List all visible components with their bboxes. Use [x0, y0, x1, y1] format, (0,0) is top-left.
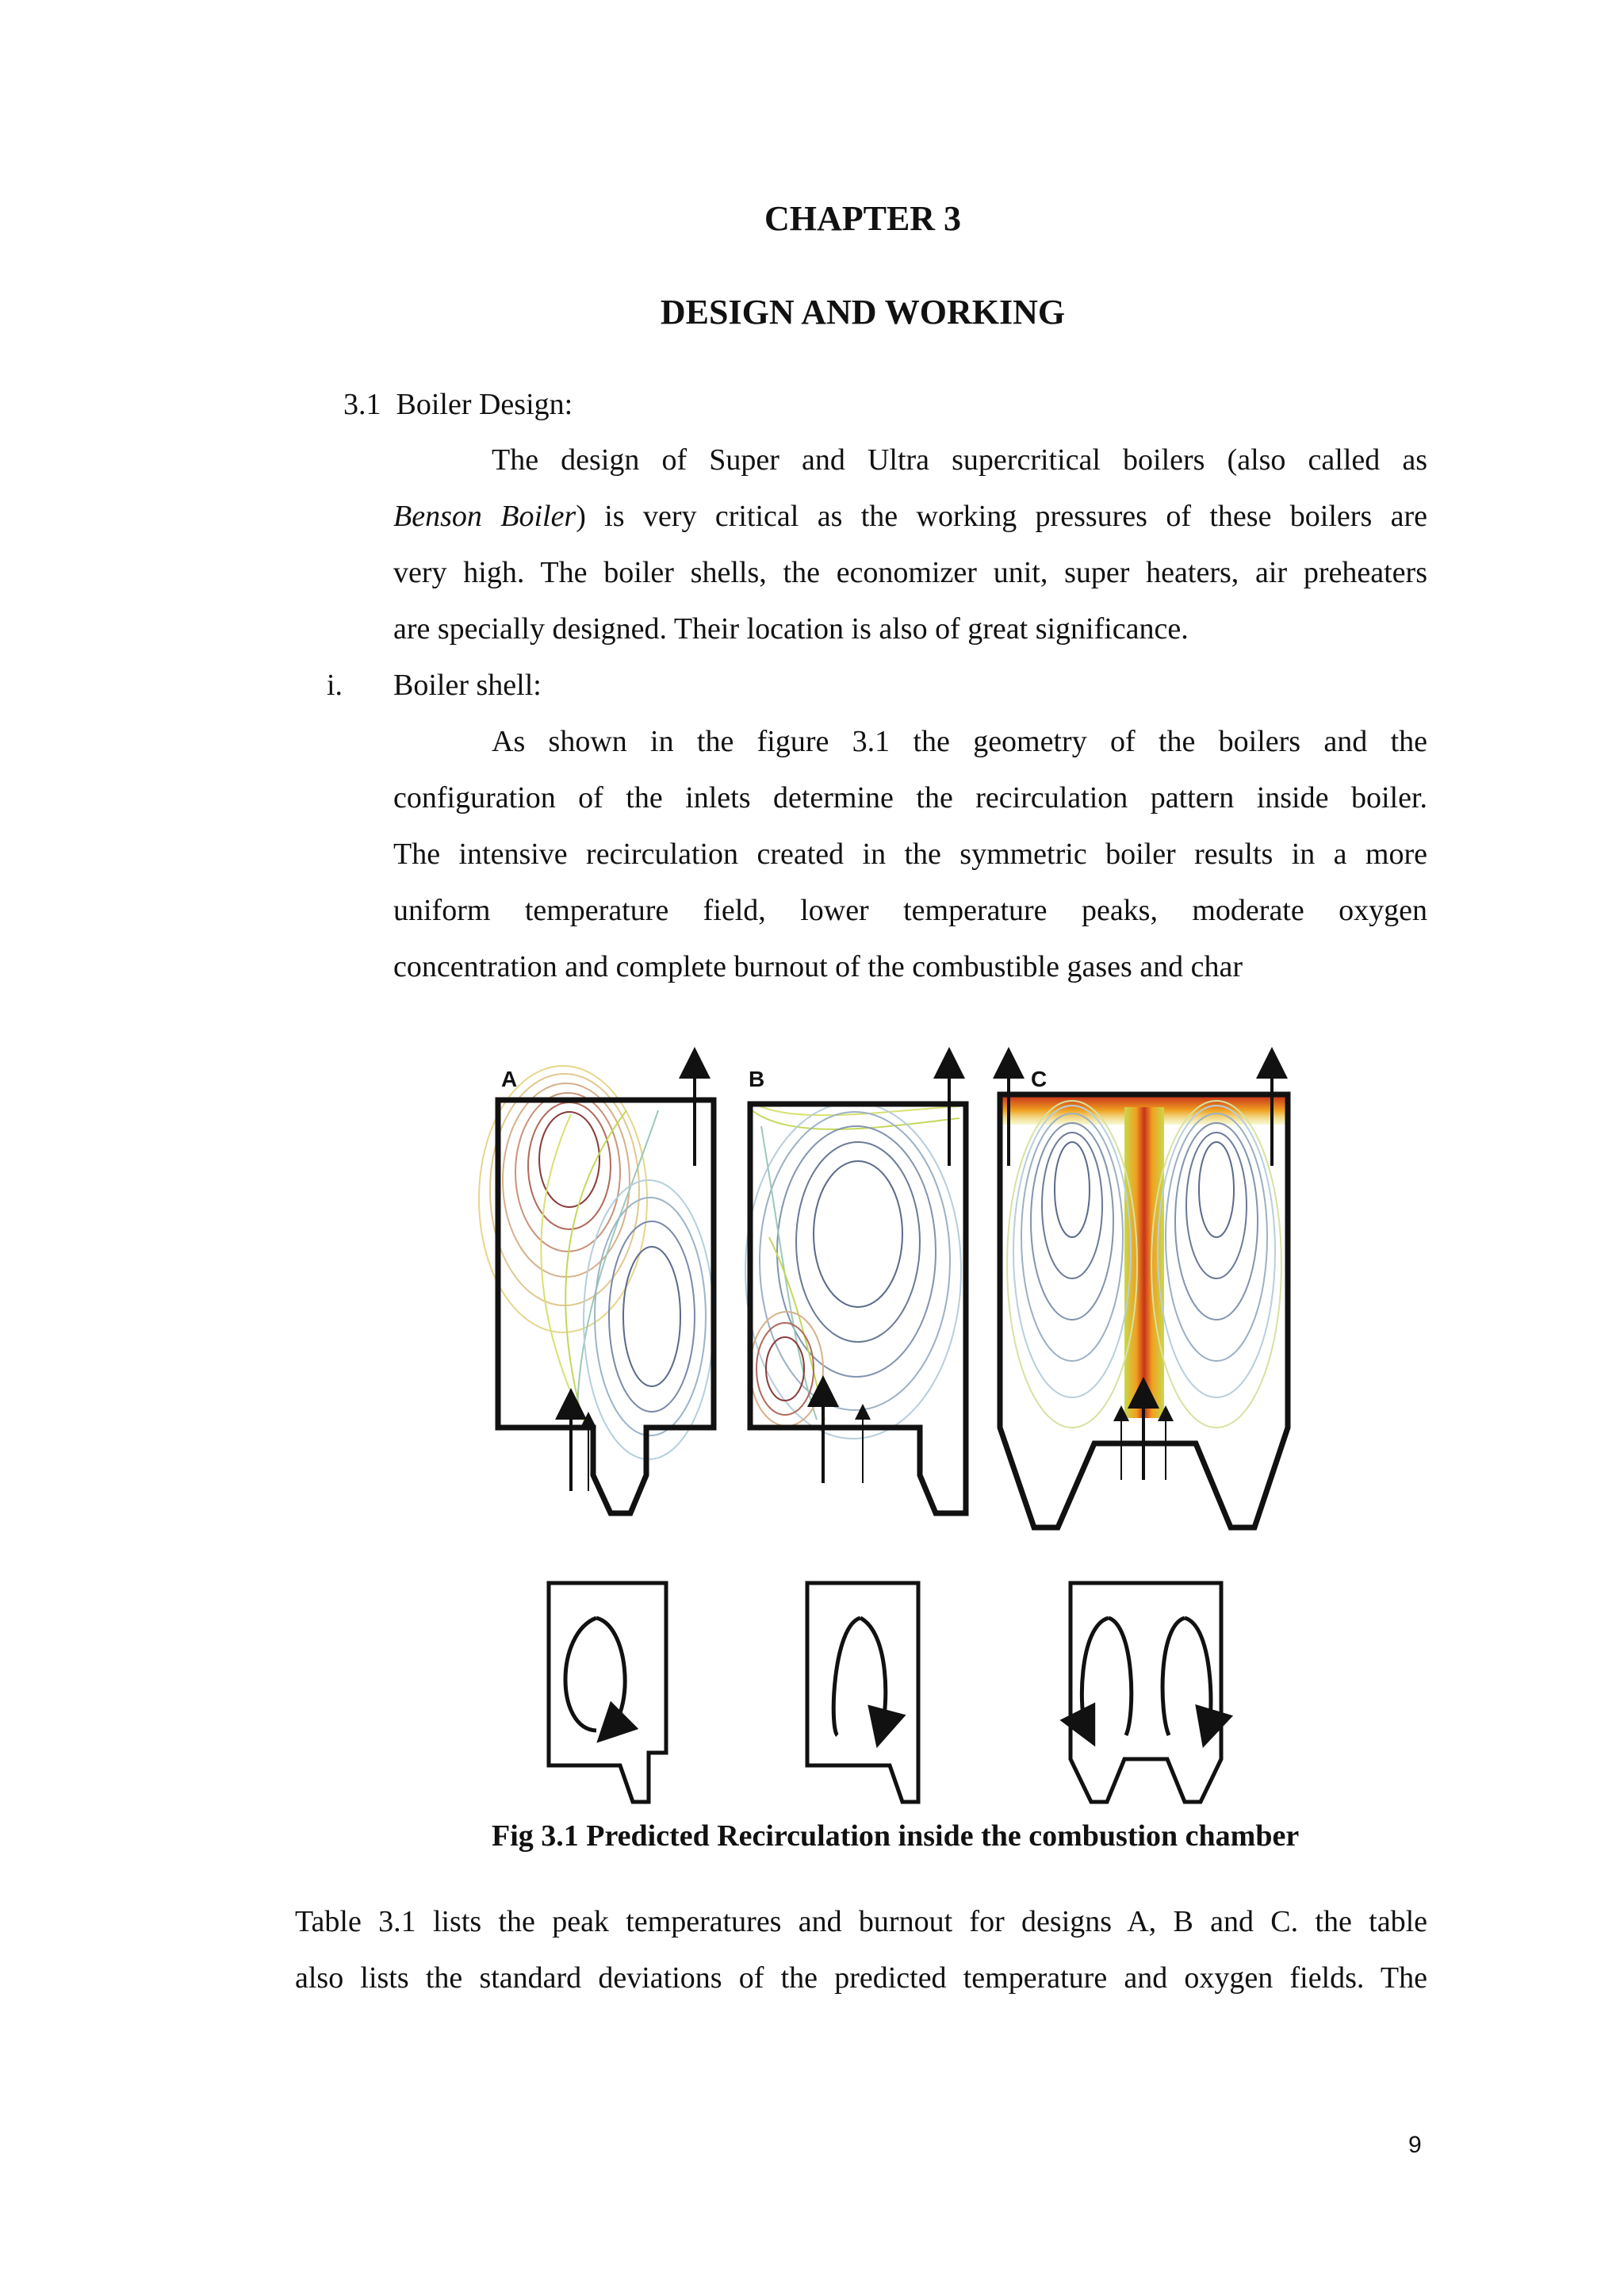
paragraph-line: Table 3.1 lists the peak temperatures and burnout for designs A, B and C. the table: [295, 1905, 1427, 1938]
paragraph-boiler-shell: [393, 714, 1427, 995]
subsection-number: i.: [327, 669, 343, 702]
section-title: Boiler Design:: [396, 388, 573, 421]
paragraph-line: very high. The boiler shells, the economizer unit, super heaters, air preheaters: [393, 556, 1427, 589]
figure-recirculation: [476, 1047, 1308, 1808]
boiler-a-contour: [479, 1063, 714, 1513]
paragraph-line: The intensive recirculation created in the symmetric boiler results in a more: [393, 838, 1427, 871]
chapter-title: DESIGN AND WORKING: [660, 293, 1066, 332]
subsection-title: Boiler shell:: [393, 669, 542, 702]
paragraph-line: concentration and complete burnout of the combustible gases and char: [393, 950, 1243, 983]
boiler-c-contour: [1000, 1063, 1288, 1527]
paragraph-line: also lists the standard deviations of the predicted temperature and oxygen fields. The: [295, 1961, 1427, 1995]
figure-label-c: C: [1031, 1067, 1048, 1091]
schematic-c: [1071, 1583, 1221, 1802]
paragraph-line: The design of Super and Ultra supercritical boilers (also called as: [492, 443, 1427, 477]
paragraph-line: configuration of the inlets determine the recirculation pattern inside boiler.: [393, 781, 1427, 815]
italic-term: Benson Boiler: [393, 500, 576, 533]
paragraph-line: As shown in the figure 3.1 the geometry of the boilers and the: [492, 725, 1427, 758]
paragraph-line: Benson Boiler) is very critical as the working pressures of these boilers are: [393, 500, 1427, 533]
boiler-b-contour: [745, 1063, 966, 1513]
paragraph-boiler-design: [393, 432, 1427, 657]
chapter-number: CHAPTER 3: [764, 199, 962, 238]
section-number: 3.1: [343, 388, 381, 421]
paragraph-line: uniform temperature field, lower temperature peaks, moderate oxygen: [393, 894, 1427, 927]
schematic-b: [807, 1583, 918, 1802]
figure-label-a: A: [501, 1067, 518, 1091]
figure-label-b: B: [749, 1067, 765, 1091]
section-heading: [343, 377, 573, 433]
figure-caption: Fig 3.1 Predicted Recirculation inside the combustion chamber: [492, 1819, 1300, 1853]
schematic-a: [549, 1583, 666, 1802]
paragraph-line: are specially designed. Their location is also of great significance.: [393, 612, 1189, 646]
page-number: 9: [1408, 2132, 1422, 2158]
paragraph-table-intro: [295, 1894, 1427, 2007]
